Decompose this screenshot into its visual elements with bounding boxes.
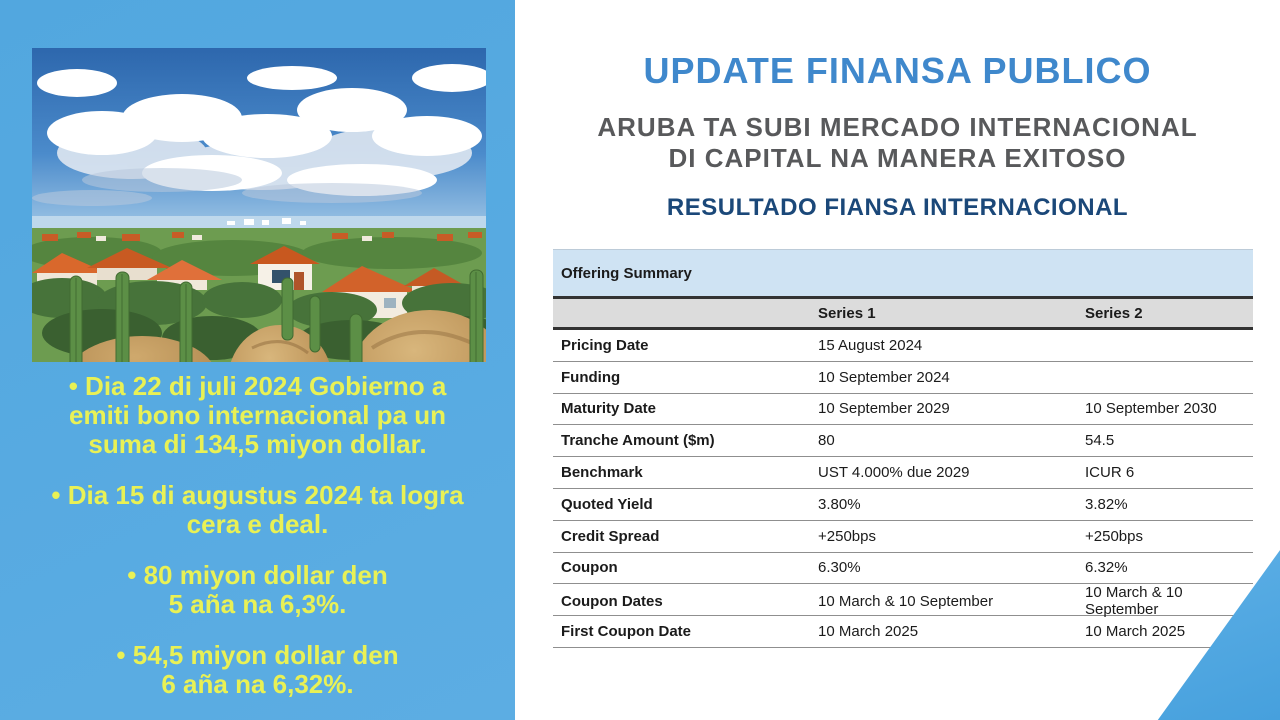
- row-label: Credit Spread: [561, 527, 660, 545]
- row-value-series1: 10 March & 10 September: [818, 592, 994, 610]
- table-row: [553, 394, 1253, 426]
- subtitle-line-1: ARUBA TA SUBI MERCADO INTERNACIONAL: [597, 112, 1198, 142]
- bullet-line: 6 aña na 6,32%.: [161, 669, 354, 699]
- bullet-item: [0, 561, 515, 619]
- row-value-series1: +250bps: [818, 527, 876, 545]
- row-label: Tranche Amount ($m): [561, 432, 715, 450]
- row-value-series2: 10 March 2025: [1085, 623, 1186, 641]
- bullet-list: [0, 372, 515, 720]
- row-label: Benchmark: [561, 464, 643, 482]
- row-value-series2: +250bps: [1085, 527, 1143, 545]
- table-row: [553, 362, 1253, 394]
- row-label: Coupon: [561, 559, 618, 577]
- row-value-series2: ICUR 6: [1085, 464, 1135, 482]
- landscape-illustration: [32, 48, 486, 362]
- table-row: [553, 553, 1253, 585]
- bullet-line: • Dia 22 di juli 2024 Gobierno a: [68, 371, 447, 401]
- row-value-series1: 15 August 2024: [818, 336, 923, 354]
- row-label: Maturity Date: [561, 400, 657, 418]
- subtitle: [525, 112, 1270, 174]
- bullet-item: [0, 641, 515, 699]
- offering-summary-table: [553, 249, 1253, 648]
- row-label: Pricing Date: [561, 336, 649, 354]
- column-header-series2: Series 2: [1085, 304, 1143, 322]
- row-value-series1: 10 September 2029: [818, 400, 950, 418]
- row-label: Coupon Dates: [561, 592, 663, 610]
- row-label: First Coupon Date: [561, 623, 691, 641]
- table-row: [553, 330, 1253, 362]
- row-value-series2: 6.32%: [1085, 559, 1128, 577]
- row-value-series1: 80: [818, 432, 835, 450]
- bullet-line: cera e deal.: [186, 509, 329, 539]
- left-panel: [0, 0, 515, 720]
- table-row: [553, 425, 1253, 457]
- table-row: [553, 521, 1253, 553]
- row-value-series2: 54.5: [1085, 432, 1115, 450]
- table-row: [553, 616, 1253, 648]
- table-row: [553, 457, 1253, 489]
- bullet-line: emiti bono internacional pa un: [68, 400, 447, 430]
- bullet-line: 5 aña na 6,3%.: [168, 589, 347, 619]
- section-heading: RESULTADO FIANSA INTERNACIONAL: [666, 194, 1129, 221]
- row-value-series2: 10 March & 10 September: [1085, 584, 1183, 619]
- table-header-row: [553, 296, 1253, 330]
- bullet-line: suma di 134,5 miyon dollar.: [88, 429, 427, 459]
- row-value-series1: 10 March 2025: [818, 623, 919, 641]
- bullet-item: [0, 372, 515, 459]
- table-row: [553, 489, 1253, 521]
- bullet-line: • 54,5 miyon dollar den: [116, 640, 399, 670]
- row-value-series1: 10 September 2024: [818, 368, 950, 386]
- bullet-item: [0, 481, 515, 539]
- page-title: UPDATE FINANSA PUBLICO: [643, 50, 1152, 91]
- row-value-series2: 3.82%: [1085, 495, 1128, 513]
- row-value-series1: 6.30%: [818, 559, 861, 577]
- row-label: Funding: [561, 368, 621, 386]
- row-value-series2: 10 September 2030: [1085, 400, 1217, 418]
- row-value-series1: 3.80%: [818, 495, 861, 513]
- column-header-series1: Series 1: [818, 304, 876, 322]
- table-title: Offering Summary: [553, 249, 1253, 296]
- table-row: [553, 584, 1253, 619]
- subtitle-line-2: DI CAPITAL NA MANERA EXITOSO: [668, 143, 1127, 173]
- bullet-line: • 80 miyon dollar den: [127, 560, 388, 590]
- row-label: Quoted Yield: [561, 495, 653, 513]
- aruba-landscape-photo: [32, 48, 486, 362]
- bullet-line: • Dia 15 di augustus 2024 ta logra: [51, 480, 464, 510]
- row-value-series1: UST 4.000% due 2029: [818, 464, 970, 482]
- table-body: [553, 330, 1253, 648]
